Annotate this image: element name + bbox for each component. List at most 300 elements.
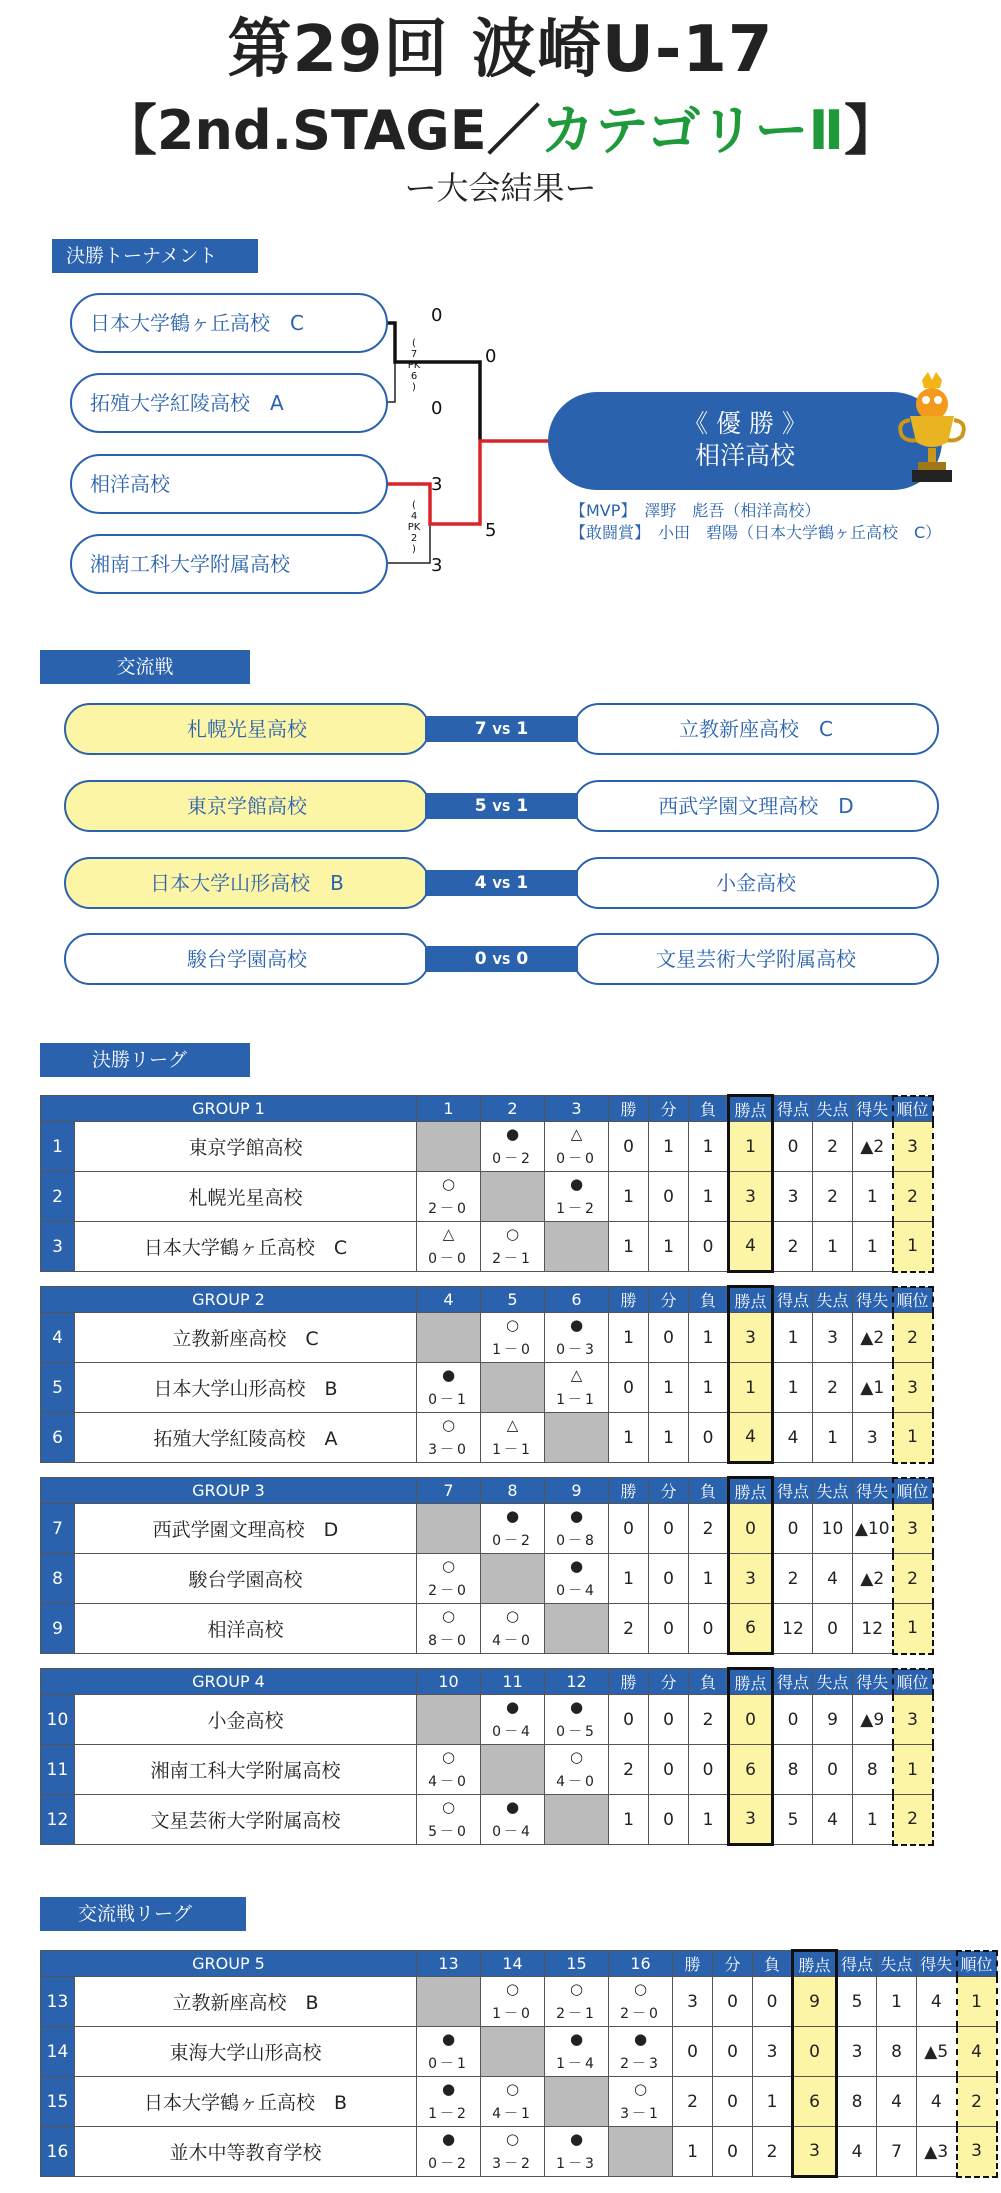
stat-value: 0 <box>793 2027 837 2077</box>
winner-box <box>548 392 942 490</box>
stat-value: 1 <box>609 1313 649 1363</box>
winner-team: 相洋高校 <box>694 441 795 470</box>
friendly-score-left: 5 <box>474 796 487 816</box>
friendly-vs-label: VS <box>492 953 511 967</box>
stat-value: 7 <box>877 2127 917 2177</box>
result-score: 2－1 <box>556 2006 597 2022</box>
pk-semi1: ( 7 PK 6 ) <box>407 338 421 393</box>
stat-value: 1 <box>813 1413 853 1463</box>
stat-value: 2 <box>673 2077 713 2127</box>
stat-value: 0 <box>729 1695 773 1745</box>
row-number: 13 <box>41 1977 75 2027</box>
col-header: 7 <box>417 1478 481 1504</box>
friendly-score <box>425 870 578 896</box>
team-name: 東海大学山形高校 <box>75 2027 417 2077</box>
match-result <box>417 1363 481 1413</box>
stat-header: 勝点 <box>729 1096 773 1122</box>
stat-value: 0 <box>713 1977 753 2027</box>
stat-header: 勝 <box>609 1287 649 1313</box>
stat-value: 0 <box>713 2027 753 2077</box>
match-result <box>481 1313 545 1363</box>
row-number: 12 <box>41 1795 75 1845</box>
result-mark: ○ <box>441 1748 456 1766</box>
match-result <box>417 1795 481 1845</box>
team-name: 札幌光星高校 <box>75 1172 417 1222</box>
stat-value: 3 <box>813 1313 853 1363</box>
stat-value: 4 <box>729 1222 773 1272</box>
match-result <box>481 2077 545 2127</box>
result-mark: ○ <box>505 1607 520 1625</box>
match-result <box>417 1222 481 1272</box>
result-mark: ● <box>569 1557 584 1575</box>
stat-header: 順位 <box>893 1669 933 1695</box>
stat-value: 0 <box>689 1222 729 1272</box>
table-row <box>41 2127 997 2177</box>
match-result <box>481 1695 545 1745</box>
group-name: GROUP 5 <box>41 1951 417 1977</box>
match-result <box>481 2127 545 2177</box>
result-score: 1－3 <box>556 2156 597 2172</box>
score-semi1-top: 0 <box>431 305 443 326</box>
stat-header: 失点 <box>813 1287 853 1313</box>
self-match-cell <box>545 1604 609 1654</box>
stat-value: 4 <box>813 1554 853 1604</box>
col-header: 14 <box>481 1951 545 1977</box>
stat-header: 失点 <box>813 1478 853 1504</box>
match-result <box>481 1504 545 1554</box>
table-row <box>41 1363 933 1413</box>
table-row <box>41 1172 933 1222</box>
stat-value: 2 <box>813 1172 853 1222</box>
row-number: 6 <box>41 1413 75 1463</box>
stat-value: 6 <box>729 1745 773 1795</box>
subtitle-prefix: 【2nd.STAGE／ <box>102 99 541 162</box>
team-name: 小金高校 <box>75 1695 417 1745</box>
stat-value: 8 <box>877 2027 917 2077</box>
stat-value: 1 <box>609 1413 649 1463</box>
award-mvp: 【MVP】 澤野 彪吾（相洋高校） <box>570 501 821 520</box>
stat-header: 得失 <box>853 1096 893 1122</box>
score-semi2-top: 3 <box>431 474 443 495</box>
section-friendly: 交流戦 <box>40 650 250 684</box>
stat-value: 3 <box>893 1363 933 1413</box>
result-mark: ● <box>569 2130 584 2148</box>
stat-value: 5 <box>773 1795 813 1845</box>
friendly-score-left: 4 <box>474 873 487 893</box>
stat-value: 0 <box>609 1122 649 1172</box>
stat-value: 1 <box>649 1363 689 1413</box>
team-name: 駿台学園高校 <box>75 1554 417 1604</box>
stat-value: 3 <box>729 1172 773 1222</box>
stat-value: 1 <box>893 1413 933 1463</box>
stat-value: 0 <box>609 1504 649 1554</box>
match-result <box>481 1122 545 1172</box>
stat-header: 得点 <box>773 1287 813 1313</box>
result-score: 0－4 <box>492 1724 533 1740</box>
stat-header: 得点 <box>773 1478 813 1504</box>
team-name: 立教新座高校 B <box>75 1977 417 2027</box>
match-result <box>545 2127 609 2177</box>
league-table <box>40 1476 934 1655</box>
result-score: 0－1 <box>428 2056 469 2072</box>
stat-header: 得点 <box>773 1669 813 1695</box>
stat-value: 3 <box>729 1795 773 1845</box>
result-score: 1－1 <box>492 1442 533 1458</box>
row-number: 1 <box>41 1122 75 1172</box>
stat-value: 2 <box>893 1172 933 1222</box>
stat-value: 2 <box>773 1222 813 1272</box>
stat-value: 3 <box>893 1695 933 1745</box>
stat-value: 3 <box>793 2127 837 2177</box>
stat-value: 0 <box>673 2027 713 2077</box>
match-result <box>417 1413 481 1463</box>
result-score: 0－3 <box>556 1342 597 1358</box>
stat-value: 2 <box>689 1695 729 1745</box>
result-mark: ● <box>441 2080 456 2098</box>
result-score: 0－2 <box>428 2156 469 2172</box>
stat-value: 3 <box>893 1122 933 1172</box>
stat-value: 0 <box>689 1413 729 1463</box>
bracket-team-1: 日本大学鶴ヶ丘高校 C <box>70 293 388 353</box>
bracket-team-3: 相洋高校 <box>70 454 388 514</box>
stat-value: 3 <box>729 1554 773 1604</box>
league-table <box>40 1667 934 1846</box>
stat-header: 負 <box>689 1096 729 1122</box>
stat-value: 3 <box>837 2027 877 2077</box>
result-score: 0－0 <box>428 1251 469 1267</box>
friendly-score-right: 1 <box>516 796 529 816</box>
stat-header: 勝 <box>609 1478 649 1504</box>
team-name: 拓殖大学紅陵高校 A <box>75 1413 417 1463</box>
result-score: 2－0 <box>428 1583 469 1599</box>
stat-header: 得失 <box>853 1669 893 1695</box>
stat-header: 分 <box>649 1478 689 1504</box>
table-row <box>41 1413 933 1463</box>
table-row <box>41 1695 933 1745</box>
stat-header: 得失 <box>917 1951 957 1977</box>
league-table <box>40 1949 998 2178</box>
stat-value: 12 <box>853 1604 893 1654</box>
result-score: 0－1 <box>428 1392 469 1408</box>
stat-header: 順位 <box>893 1478 933 1504</box>
stat-header: 勝 <box>673 1951 713 1977</box>
self-match-cell <box>417 1504 481 1554</box>
row-number: 11 <box>41 1745 75 1795</box>
match-result <box>417 2077 481 2127</box>
stat-value: 2 <box>813 1363 853 1413</box>
stat-value: 1 <box>689 1313 729 1363</box>
result-score: 1－2 <box>428 2106 469 2122</box>
stat-header: 失点 <box>813 1669 853 1695</box>
team-name: 日本大学鶴ヶ丘高校 B <box>75 2077 417 2127</box>
friendly-team-right: 立教新座高校 C <box>573 703 939 755</box>
row-number: 2 <box>41 1172 75 1222</box>
match-result <box>545 1745 609 1795</box>
stat-value: 1 <box>689 1172 729 1222</box>
stat-value: 2 <box>773 1554 813 1604</box>
stat-header: 勝点 <box>729 1669 773 1695</box>
match-result <box>609 2077 673 2127</box>
result-mark: ○ <box>505 1316 520 1334</box>
stat-value: 4 <box>917 1977 957 2027</box>
result-score: 0－2 <box>492 1533 533 1549</box>
stat-value: 8 <box>853 1745 893 1795</box>
table-row <box>41 1795 933 1845</box>
col-header: 12 <box>545 1669 609 1695</box>
group-name: GROUP 1 <box>41 1096 417 1122</box>
result-mark: ○ <box>505 1980 520 1998</box>
result-score: 4－0 <box>428 1774 469 1790</box>
result-score: 2－0 <box>428 1201 469 1217</box>
bracket-line-semi1-top <box>386 323 480 440</box>
col-header: 6 <box>545 1287 609 1313</box>
stat-header: 負 <box>689 1669 729 1695</box>
result-mark: ● <box>441 2030 456 2048</box>
stat-value: 1 <box>649 1413 689 1463</box>
pk-semi2-a: 4 <box>410 511 418 522</box>
stat-value: 0 <box>649 1745 689 1795</box>
friendly-score <box>425 793 578 819</box>
table-row <box>41 1745 933 1795</box>
stat-value: 1 <box>609 1795 649 1845</box>
team-name: 並木中等教育学校 <box>75 2127 417 2177</box>
score-semi2-bottom: 3 <box>431 555 443 576</box>
stat-value: 6 <box>793 2077 837 2127</box>
match-result <box>545 1172 609 1222</box>
stat-value: 4 <box>957 2027 997 2077</box>
stat-value: 0 <box>649 1313 689 1363</box>
col-header: 2 <box>481 1096 545 1122</box>
self-match-cell <box>545 1795 609 1845</box>
friendly-vs-label: VS <box>492 723 511 737</box>
friendly-vs-label: VS <box>492 800 511 814</box>
self-match-cell <box>545 2077 609 2127</box>
stat-value: 3 <box>729 1313 773 1363</box>
stat-header: 得失 <box>853 1478 893 1504</box>
stat-value: 0 <box>753 1977 793 2027</box>
stat-value: 1 <box>893 1745 933 1795</box>
result-score: 1－0 <box>492 2006 533 2022</box>
stat-value: 1 <box>673 2127 713 2177</box>
stat-value: 1 <box>729 1363 773 1413</box>
result-mark: ● <box>505 1798 520 1816</box>
team-name: 日本大学山形高校 B <box>75 1363 417 1413</box>
row-number: 7 <box>41 1504 75 1554</box>
stat-value: 0 <box>689 1604 729 1654</box>
match-result <box>545 1504 609 1554</box>
result-score: 1－2 <box>556 1201 597 1217</box>
stat-header: 順位 <box>893 1096 933 1122</box>
self-match-cell <box>609 2127 673 2177</box>
stat-value: 4 <box>773 1413 813 1463</box>
stat-header: 勝点 <box>729 1287 773 1313</box>
match-result <box>545 2027 609 2077</box>
stat-value: ▲1 <box>853 1363 893 1413</box>
col-header: 5 <box>481 1287 545 1313</box>
stat-value: 2 <box>753 2127 793 2177</box>
col-header: 11 <box>481 1669 545 1695</box>
row-number: 8 <box>41 1554 75 1604</box>
table-row <box>41 1604 933 1654</box>
result-mark: △ <box>442 1225 455 1243</box>
friendly-score-right: 1 <box>516 873 529 893</box>
stat-value: 6 <box>729 1604 773 1654</box>
row-number: 15 <box>41 2077 75 2127</box>
winner-title: 《 優 勝 》 <box>683 409 807 438</box>
match-result <box>417 1745 481 1795</box>
award-fighting-spirit: 【敢闘賞】 小田 碧陽（日本大学鶴ヶ丘高校 C） <box>570 523 942 542</box>
stat-value: 0 <box>649 1695 689 1745</box>
match-result <box>545 1363 609 1413</box>
stat-value: 3 <box>673 1977 713 2027</box>
result-mark: ● <box>569 1175 584 1193</box>
stat-header: 勝 <box>609 1669 649 1695</box>
pk-semi2-b: 2 <box>410 533 418 544</box>
stat-value: 8 <box>773 1745 813 1795</box>
pk-semi1-label: PK <box>407 360 421 371</box>
stat-value: 4 <box>917 2077 957 2127</box>
result-mark: ● <box>569 1507 584 1525</box>
result-score: 1－4 <box>556 2056 597 2072</box>
stat-value: 9 <box>813 1695 853 1745</box>
stat-value: 1 <box>609 1222 649 1272</box>
self-match-cell <box>481 1554 545 1604</box>
match-result <box>609 1977 673 2027</box>
stat-value: 3 <box>753 2027 793 2077</box>
table-row <box>41 1504 933 1554</box>
result-mark: △ <box>570 1125 583 1143</box>
result-mark: ○ <box>569 1980 584 1998</box>
result-score: 3－1 <box>620 2106 661 2122</box>
stat-value: 2 <box>689 1504 729 1554</box>
match-result <box>417 1604 481 1654</box>
self-match-cell <box>545 1413 609 1463</box>
result-mark: ○ <box>633 1980 648 1998</box>
stat-value: ▲9 <box>853 1695 893 1745</box>
result-score: 0－8 <box>556 1533 597 1549</box>
stat-value: 0 <box>609 1363 649 1413</box>
result-score: 2－0 <box>620 2006 661 2022</box>
result-mark: ○ <box>441 1416 456 1434</box>
match-result <box>417 1172 481 1222</box>
friendly-score-left: 0 <box>474 949 487 969</box>
stat-value: ▲2 <box>853 1122 893 1172</box>
pk-semi1-b: 6 <box>410 371 418 382</box>
stat-value: 1 <box>689 1554 729 1604</box>
match-result <box>481 1413 545 1463</box>
stat-value: 0 <box>649 1172 689 1222</box>
subtitle-category: カテゴリーⅡ <box>540 99 845 162</box>
stat-value: 0 <box>609 1695 649 1745</box>
friendly-team-right: 西武学園文理高校 D <box>573 780 939 832</box>
stat-value: 1 <box>957 1977 997 2027</box>
result-mark: ● <box>569 1698 584 1716</box>
result-score: 3－0 <box>428 1442 469 1458</box>
stat-value: 0 <box>773 1122 813 1172</box>
stat-value: ▲2 <box>853 1554 893 1604</box>
page-title: 第29回 波崎U-17 <box>227 13 774 87</box>
score-final-bottom: 5 <box>485 520 497 541</box>
stat-value: 5 <box>837 1977 877 2027</box>
result-score: 1－0 <box>492 1342 533 1358</box>
result-mark: △ <box>506 1416 519 1434</box>
stat-value: 1 <box>729 1122 773 1172</box>
col-header: 3 <box>545 1096 609 1122</box>
table-row <box>41 2077 997 2127</box>
col-header: 15 <box>545 1951 609 1977</box>
friendly-team-left: 東京学館高校 <box>64 780 430 832</box>
stat-value: 3 <box>893 1504 933 1554</box>
result-mark: ○ <box>505 2130 520 2148</box>
stat-value: 1 <box>893 1604 933 1654</box>
stat-value: 1 <box>609 1172 649 1222</box>
stat-value: 2 <box>893 1795 933 1845</box>
stat-value: 0 <box>773 1695 813 1745</box>
result-score: 1－1 <box>556 1392 597 1408</box>
stat-value: 0 <box>729 1504 773 1554</box>
stat-value: 1 <box>649 1222 689 1272</box>
stat-value: 0 <box>773 1504 813 1554</box>
col-header: 9 <box>545 1478 609 1504</box>
stat-header: 負 <box>753 1951 793 1977</box>
self-match-cell <box>481 1363 545 1413</box>
team-name: 東京学館高校 <box>75 1122 417 1172</box>
team-name: 湘南工科大学附属高校 <box>75 1745 417 1795</box>
result-score: 4－0 <box>492 1633 533 1649</box>
stat-value: 1 <box>609 1554 649 1604</box>
stat-header: 分 <box>649 1096 689 1122</box>
stat-value: ▲3 <box>917 2127 957 2177</box>
match-result <box>417 2027 481 2077</box>
subtitle-suffix: 】 <box>844 99 899 162</box>
result-mark: ○ <box>505 2080 520 2098</box>
self-match-cell <box>481 1745 545 1795</box>
result-mark: ● <box>441 1366 456 1384</box>
friendly-team-left: 日本大学山形高校 B <box>64 857 430 909</box>
stat-value: 2 <box>893 1554 933 1604</box>
stat-value: 3 <box>773 1172 813 1222</box>
stat-value: 0 <box>649 1504 689 1554</box>
result-mark: ● <box>569 2030 584 2048</box>
friendly-vs-label: VS <box>492 877 511 891</box>
team-name: 相洋高校 <box>75 1604 417 1654</box>
col-header: 10 <box>417 1669 481 1695</box>
section-friendly-league: 交流戦リーグ <box>40 1897 246 1931</box>
match-result <box>545 1313 609 1363</box>
score-semi1-bottom: 0 <box>431 398 443 419</box>
result-mark: ● <box>633 2030 648 2048</box>
stat-header: 失点 <box>877 1951 917 1977</box>
match-result <box>545 1122 609 1172</box>
result-score: 4－1 <box>492 2106 533 2122</box>
stat-value: 0 <box>649 1604 689 1654</box>
self-match-cell <box>417 1313 481 1363</box>
stat-value: 4 <box>837 2127 877 2177</box>
bracket-team-4: 湘南工科大学附属高校 <box>70 534 388 594</box>
stat-value: 4 <box>729 1413 773 1463</box>
stat-value: 4 <box>813 1795 853 1845</box>
result-mark: ● <box>441 2130 456 2148</box>
stat-value: 1 <box>813 1222 853 1272</box>
pk-semi2: ( 4 PK 2 ) <box>407 500 421 555</box>
result-score: 5－0 <box>428 1824 469 1840</box>
stat-value: 0 <box>713 2127 753 2177</box>
stat-header: 得点 <box>837 1951 877 1977</box>
section-tournament: 決勝トーナメント <box>52 239 258 273</box>
stat-header: 分 <box>713 1951 753 1977</box>
stat-value: 8 <box>837 2077 877 2127</box>
stat-value: 1 <box>773 1313 813 1363</box>
